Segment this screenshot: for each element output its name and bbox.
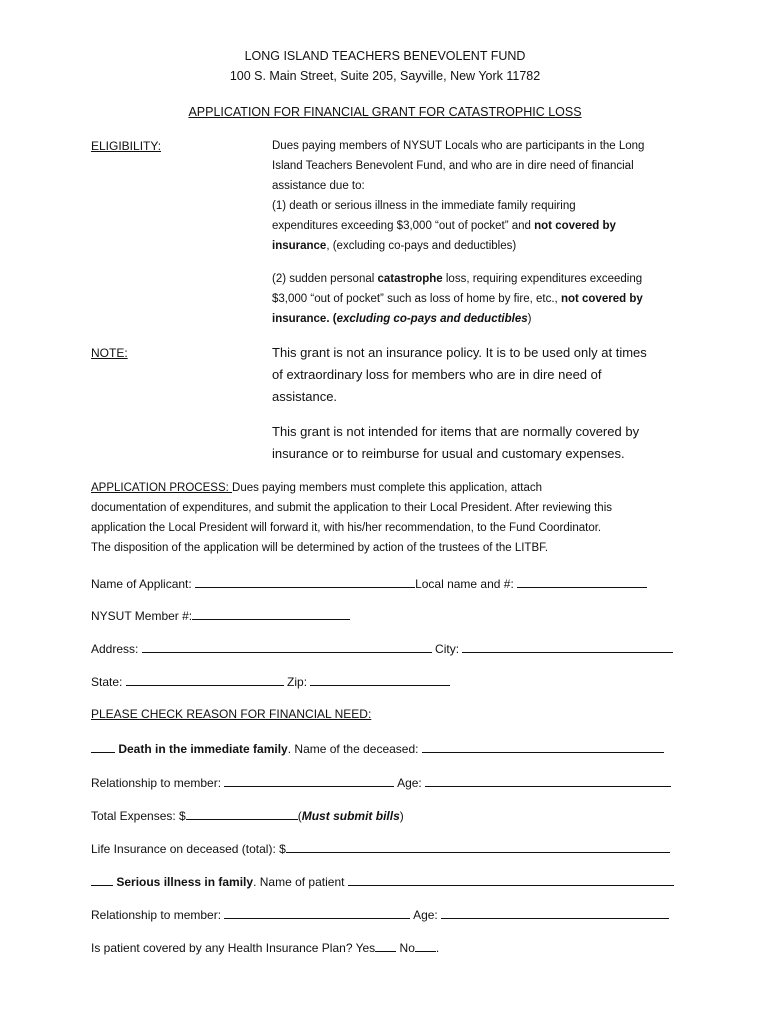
note-paragraph-2 bbox=[272, 421, 639, 465]
age2-field bbox=[441, 906, 669, 919]
member-number-field bbox=[192, 607, 350, 620]
process-paragraph bbox=[91, 478, 612, 558]
local-field bbox=[517, 575, 647, 588]
eligibility-line: Dues paying members of NYSUT Locals who are participants in the Long bbox=[272, 140, 645, 152]
age-label: Age: bbox=[394, 776, 426, 790]
address-field bbox=[142, 640, 432, 653]
patient-field bbox=[348, 873, 674, 886]
health-insurance-row bbox=[91, 939, 439, 955]
eligibility-text-run: expenditures exceeding $3,000 “out of pocket” and bbox=[272, 220, 535, 232]
relationship-field bbox=[224, 774, 394, 787]
process-line: application the Local President will forward it, with his/her recommendation, to the Fund Coordinator. bbox=[91, 522, 602, 534]
applicant-name-label: Name of Applicant: bbox=[91, 577, 196, 591]
relationship-row bbox=[91, 774, 671, 790]
zip-label: Zip: bbox=[283, 675, 311, 689]
eligibility-label: ELIGIBILITY: bbox=[91, 139, 162, 153]
city-label: City: bbox=[431, 642, 463, 656]
eligibility-text-run: loss, requiring expenditures exceeding bbox=[442, 273, 643, 285]
age-field bbox=[425, 774, 671, 787]
death-checkbox-blank bbox=[91, 740, 115, 753]
relationship2-label: Relationship to member: bbox=[91, 908, 225, 922]
death-row bbox=[91, 740, 664, 756]
org-name: LONG ISLAND TEACHERS BENEVOLENT FUND bbox=[244, 49, 526, 63]
eligibility-bold-run: insurance bbox=[272, 240, 327, 252]
member-row bbox=[91, 607, 350, 623]
eligibility-bold-run: catastrophe bbox=[377, 273, 443, 285]
death-label: Death in the immediate family bbox=[118, 742, 288, 756]
life-insurance-field bbox=[286, 840, 670, 853]
no-field bbox=[415, 939, 436, 952]
eligibility-bold-italic-run: excluding co-pays and deductibles bbox=[336, 313, 528, 325]
eligibility-paragraph-2 bbox=[272, 269, 643, 329]
address-row bbox=[91, 640, 673, 656]
address-label: Address: bbox=[91, 642, 142, 656]
note-label: NOTE: bbox=[91, 346, 128, 360]
patient-label: . Name of patient bbox=[253, 875, 348, 889]
note-line: This grant is not an insurance policy. It is to be used only at times bbox=[272, 345, 647, 360]
no-label: No bbox=[396, 941, 415, 955]
process-label: APPLICATION PROCESS: bbox=[91, 482, 233, 494]
eligibility-text bbox=[272, 136, 644, 256]
total-note-paren: ( bbox=[297, 809, 302, 823]
relationship2-field bbox=[224, 906, 410, 919]
eligibility-text-run: ) bbox=[527, 313, 532, 325]
note-line: assistance. bbox=[272, 389, 338, 404]
applicant-row bbox=[91, 575, 647, 591]
life-insurance-label: Life Insurance on deceased (total): $ bbox=[91, 842, 286, 856]
process-line bbox=[91, 478, 612, 498]
note-paragraph-1 bbox=[272, 342, 647, 408]
total-expenses-field bbox=[186, 807, 298, 820]
total-note-paren: ) bbox=[399, 809, 404, 823]
eligibility-line: Island Teachers Benevolent Fund, and who are in dire need of financial bbox=[272, 160, 634, 172]
eligibility-line bbox=[272, 216, 644, 236]
page-title: APPLICATION FOR FINANCIAL GRANT FOR CATASTROPHIC LOSS bbox=[188, 105, 582, 119]
applicant-name-field bbox=[195, 575, 415, 588]
eligibility-bold-run: not covered by bbox=[534, 220, 616, 232]
illness-label: Serious illness in family bbox=[116, 875, 254, 889]
note-line: of extraordinary loss for members who are in dire need of bbox=[272, 367, 602, 382]
eligibility-line: assistance due to: bbox=[272, 180, 365, 192]
eligibility-line bbox=[272, 269, 643, 289]
relationship-label: Relationship to member: bbox=[91, 776, 225, 790]
age2-label: Age: bbox=[410, 908, 442, 922]
process-text-run: Dues paying members must complete this application, attach bbox=[232, 482, 543, 494]
state-zip-row bbox=[91, 673, 450, 689]
local-label: Local name and #: bbox=[415, 577, 518, 591]
eligibility-text-run: (2) sudden personal bbox=[272, 273, 378, 285]
deceased-label: . Name of the deceased: bbox=[287, 742, 422, 756]
illness-row bbox=[91, 873, 674, 889]
total-expenses-note: Must submit bills bbox=[301, 809, 400, 823]
yes-field bbox=[375, 939, 396, 952]
eligibility-line bbox=[272, 289, 643, 309]
note-line: insurance or to reimburse for usual and customary expenses. bbox=[272, 446, 625, 461]
eligibility-bold-run: not covered by bbox=[560, 293, 643, 305]
total-expenses-row bbox=[91, 807, 404, 823]
deceased-field bbox=[422, 740, 664, 753]
total-expenses-label: Total Expenses: $ bbox=[91, 809, 186, 823]
life-insurance-row bbox=[91, 840, 670, 856]
process-line: documentation of expenditures, and submit the application to their Local President. After reviewing this bbox=[91, 502, 612, 514]
eligibility-text-run: $3,000 “out of pocket” such as loss of home by fire, etc., bbox=[272, 293, 561, 305]
org-address: 100 S. Main Street, Suite 205, Sayville, New York 11782 bbox=[229, 69, 541, 83]
reason-heading: PLEASE CHECK REASON FOR FINANCIAL NEED: bbox=[91, 707, 372, 721]
note-line: This grant is not intended for items that are normally covered by bbox=[272, 424, 640, 439]
eligibility-line bbox=[272, 236, 644, 256]
eligibility-line: (1) death or serious illness in the immediate family requiring bbox=[272, 200, 576, 212]
eligibility-bold-run: insurance. ( bbox=[272, 313, 337, 325]
member-number-label: NYSUT Member #: bbox=[91, 609, 193, 623]
relationship2-row bbox=[91, 906, 669, 922]
city-field bbox=[462, 640, 673, 653]
eligibility-text-run: , (excluding co-pays and deductibles) bbox=[326, 240, 517, 252]
illness-checkbox-blank bbox=[91, 873, 113, 886]
state-field bbox=[126, 673, 284, 686]
zip-field bbox=[310, 673, 450, 686]
state-label: State: bbox=[91, 675, 126, 689]
sentence-period: . bbox=[435, 941, 440, 955]
eligibility-line bbox=[272, 309, 643, 329]
health-insurance-question: Is patient covered by any Health Insurance Plan? Yes bbox=[91, 941, 376, 955]
process-line: The disposition of the application will be determined by action of the trustees of the LITBF. bbox=[91, 542, 549, 554]
